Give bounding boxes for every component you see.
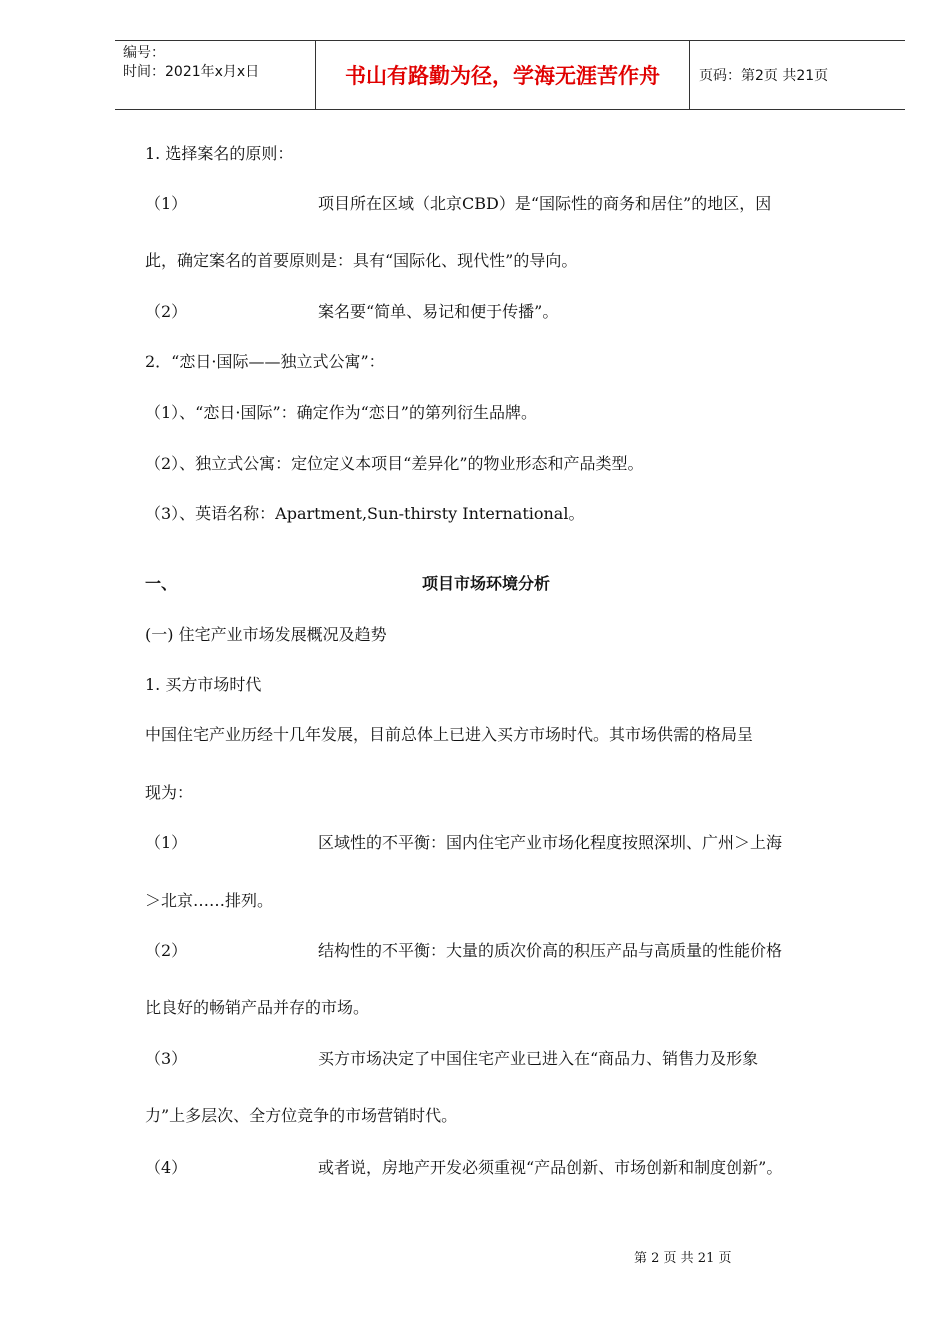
numbered-paragraph bbox=[145, 191, 187, 214]
paragraph-number: （1） bbox=[145, 833, 188, 852]
paragraph-line: 此，确定案名的首要原则是：具有“国际化、现代性”的导向。 bbox=[145, 251, 578, 270]
paragraph-text: 或者说，房地产开发必须重视“产品创新、市场创新和制度创新”。 bbox=[318, 1158, 783, 1177]
paragraph-line: ＞北京……排列。 bbox=[145, 891, 274, 910]
header-page-label: 页码：第2页 共21页 bbox=[699, 68, 829, 84]
paragraph-line: 2．“恋日·国际——独立式公寓”： bbox=[145, 352, 385, 371]
page-footer: 第 2 页 共 21 页 bbox=[634, 1251, 732, 1266]
item-heading: 1. 买方市场时代 bbox=[145, 675, 262, 694]
document-number-label: 编号： bbox=[123, 45, 165, 61]
paragraph-text: 案名要“简单、易记和便于传播”。 bbox=[318, 302, 559, 321]
paragraph-line: （2）、独立式公寓：定位定义本项目“差异化”的物业形态和产品类型。 bbox=[145, 454, 644, 473]
paragraph-line: 力”上多层次、全方位竞争的市场营销时代。 bbox=[145, 1106, 458, 1125]
paragraph-line: 1. 选择案名的原则： bbox=[145, 144, 294, 163]
page-header bbox=[115, 40, 905, 110]
paragraph-number: （4） bbox=[145, 1158, 188, 1177]
paragraph-number: （2） bbox=[145, 302, 188, 321]
paragraph-text: 区域性的不平衡：国内住宅产业市场化程度按照深圳、广州＞上海 bbox=[318, 833, 783, 852]
paragraph-number: （3） bbox=[145, 1049, 188, 1068]
paragraph-number: （2） bbox=[145, 941, 188, 960]
document-time-label: 时间：2021年x月x日 bbox=[123, 64, 260, 80]
header-meta bbox=[115, 41, 316, 109]
paragraph-line: （1）、“恋日·国际”：确定作为“恋日”的第列衍生品牌。 bbox=[145, 403, 537, 422]
header-motto: 书山有路勤为径，学海无涯苦作舟 bbox=[316, 41, 690, 109]
paragraph-text: 项目所在区域（北京CBD）是“国际性的商务和居住”的地区，因 bbox=[318, 194, 772, 213]
paragraph-text: 结构性的不平衡：大量的质次价高的积压产品与高质量的性能价格 bbox=[318, 941, 783, 960]
paragraph-line: 中国住宅产业历经十几年发展，目前总体上已进入买方市场时代。其市场供需的格局呈 bbox=[145, 725, 754, 744]
paragraph-line: （3）、英语名称：Apartment,Sun-thirsty International。 bbox=[145, 504, 585, 523]
subsection-heading: (一) 住宅产业市场发展概况及趋势 bbox=[145, 625, 387, 644]
section-number: 一、 bbox=[145, 574, 178, 593]
section-title: 项目市场环境分析 bbox=[422, 574, 551, 593]
paragraph-text: 买方市场决定了中国住宅产业已进入在“商品力、销售力及形象 bbox=[318, 1049, 759, 1068]
paragraph-line: 现为： bbox=[145, 783, 194, 802]
paragraph-line: 比良好的畅销产品并存的市场。 bbox=[145, 998, 370, 1017]
paragraph-number: （1） bbox=[145, 194, 188, 213]
